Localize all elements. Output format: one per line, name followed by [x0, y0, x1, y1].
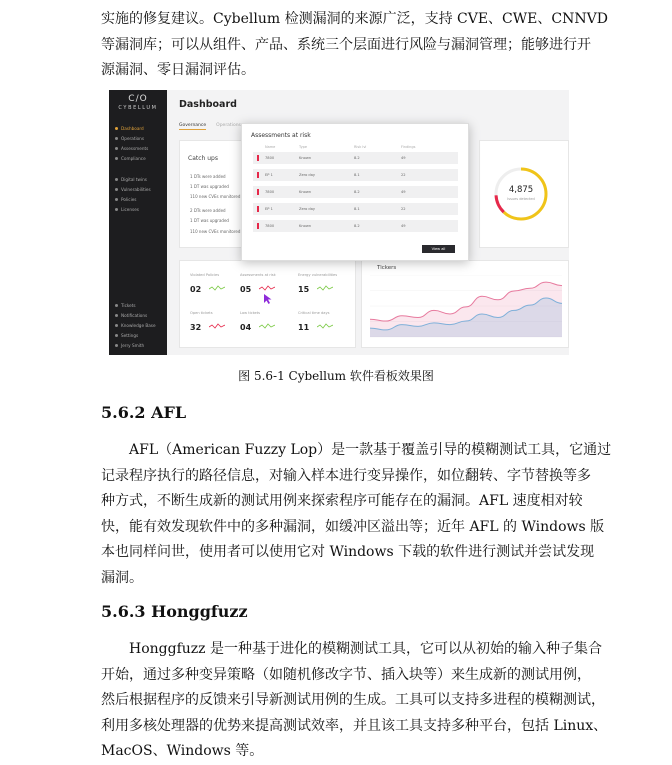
sidebar: [109, 90, 167, 355]
nav-item-operations[interactable]: Operations: [115, 136, 144, 141]
nav-item-digital-twins[interactable]: Digital twins: [115, 177, 147, 182]
compliance-icon: [115, 157, 118, 160]
logo-mark: C/O: [128, 94, 148, 104]
table-row[interactable]: 7800 Known 8.2 49: [253, 186, 458, 198]
mouse-cursor-icon: [264, 294, 272, 304]
avatar: [115, 344, 118, 347]
figure-caption: 图 5.6-1 Cybellum 软件看板效果图: [238, 369, 434, 383]
list-item: 110 new CVEs monitored: [190, 194, 241, 199]
nav-item-settings[interactable]: Settings: [115, 333, 138, 338]
nav-item-notifications[interactable]: Notifications: [115, 313, 147, 318]
col-type: Type: [299, 145, 308, 149]
vulnerabilities-icon: [115, 188, 118, 191]
tickets-icon: [115, 304, 118, 307]
tickers-chart: [370, 275, 562, 345]
list-item: 110 new CVEs monitored: [190, 229, 241, 234]
gauge-label: Issues detected: [507, 197, 535, 201]
gear-icon: [115, 334, 118, 337]
nav-item-vulnerabilities[interactable]: Vulnerabilities: [115, 187, 151, 192]
assessments-at-risk-modal: [241, 123, 469, 261]
stat-energy-vulnerabilities[interactable]: Energy vulnerabilities 15: [298, 273, 338, 294]
text-line: 种方式，不断生成新的测试用例来探索程序可能存在的漏洞。AFL 速度相对较: [101, 493, 583, 509]
risk-indicator: [257, 206, 259, 212]
list-item: 1 DT was upgraded: [190, 218, 229, 223]
section-heading-afl: 5.6.2 AFL: [101, 403, 187, 422]
tab-operations[interactable]: Operations: [216, 123, 241, 128]
text-line: 漏洞。: [101, 569, 143, 586]
nav-item-assessments[interactable]: Assessments: [115, 146, 148, 151]
nav-item-user[interactable]: Jerry Smith: [115, 343, 144, 348]
page-title: Dashboard: [179, 99, 237, 110]
risk-indicator: [257, 172, 259, 178]
catch-ups-title: Catch ups: [188, 155, 218, 162]
text-line: 本也同样问世，使用者可以使用它对 Windows 下载的软件进行测试并尝试发现: [101, 544, 595, 560]
dashboard-icon: [115, 127, 118, 130]
list-item: 1 DT was upgraded: [190, 184, 229, 189]
digital-twins-icon: [115, 178, 118, 181]
tickers-title: Tickers: [377, 265, 397, 271]
text-line: 记录程序执行的路径信息，对输入样本进行变异操作，如位翻转、字节替换等多: [101, 467, 591, 484]
stat-open-tickets[interactable]: Open tickets 32: [190, 311, 225, 334]
risk-indicator: [257, 189, 259, 195]
table-row[interactable]: 7800 Known 8.2 49: [253, 152, 458, 164]
sparkline-icon: [259, 323, 275, 329]
tab-governance[interactable]: Governance: [179, 123, 207, 128]
stat-violated-policies[interactable]: Violated Policies 02: [190, 273, 225, 296]
text-line: MacOS、Windows 等。: [101, 743, 264, 759]
text-line: 然后根据程序的反馈来引导新测试用例的生成。工具可以支持多进程的模糊测试，: [101, 692, 605, 708]
stats-card: [179, 260, 356, 348]
nav-item-licenses[interactable]: Licenses: [115, 207, 139, 212]
nav-item-policies[interactable]: Policies: [115, 197, 137, 202]
risk-indicator: [257, 155, 259, 161]
stat-low-tickets[interactable]: Low tickets 04: [240, 311, 275, 334]
operations-icon: [115, 137, 118, 140]
text-line: 源漏洞、零日漏洞评估。: [101, 62, 255, 78]
nav-item-tickets[interactable]: Tickets: [115, 303, 136, 308]
sparkline-icon: [209, 323, 225, 329]
table-row[interactable]: 7800 Known 8.2 49: [253, 220, 458, 232]
list-item: 1 DTs were added: [190, 174, 226, 179]
policies-icon: [115, 198, 118, 201]
text-line: Honggfuzz 是一种基于进化的模糊测试工具，它可以从初始的输入种子集合: [129, 641, 602, 657]
sparkline-icon: [317, 285, 333, 291]
nav-item-knowledge-base[interactable]: Knowledge Base: [115, 323, 156, 328]
stat-critical-time[interactable]: Critical time days 11: [298, 311, 333, 334]
intro-paragraph: [101, 7, 608, 84]
honggfuzz-paragraph: [101, 637, 608, 765]
licenses-icon: [115, 208, 118, 211]
risk-indicator: [257, 223, 259, 229]
gauge-value: 4,875: [508, 185, 534, 195]
logo-text: CYBELLUM: [118, 105, 158, 111]
cybellum-dashboard-figure: [109, 90, 569, 355]
assessments-icon: [115, 147, 118, 150]
book-icon: [115, 324, 118, 327]
sparkline-icon: [317, 323, 333, 329]
modal-title: Assessments at risk: [251, 132, 311, 139]
col-risk: Risk lvl: [354, 145, 367, 149]
tickers-card: [361, 260, 569, 348]
col-name: Name: [265, 145, 276, 149]
text-line: 实施的修复建议。Cybellum 检测漏洞的来源广泛，支持 CVE、CWE、CNNVD: [101, 11, 608, 27]
text-line: 快，能有效发现软件中的多种漏洞，如缓冲区溢出等；近年 AFL 的 Windows 版: [101, 518, 605, 535]
sparkline-icon: [209, 285, 225, 291]
sparkline-icon: [259, 285, 275, 291]
nav-item-dashboard[interactable]: Dashboard: [115, 126, 144, 131]
text-line: 利用多核处理器的优势来提高测试效率，并且该工具支持多种平台，包括 Linux、: [101, 717, 608, 734]
view-all-button[interactable]: View all: [422, 245, 455, 253]
text-line: 等漏洞库；可以从组件、产品、系统三个层面进行风险与漏洞管理；能够进行开: [101, 36, 591, 53]
afl-paragraph: [101, 438, 612, 591]
table-row[interactable]: EP 1 Zero day 8.1 22: [253, 169, 458, 181]
stat-assessments-at-risk[interactable]: Assessments at risk 05: [240, 273, 276, 294]
col-findings: Findings: [401, 145, 416, 149]
table-row[interactable]: EP 1 Zero day 8.1 22: [253, 203, 458, 215]
nav-item-compliance[interactable]: Compliance: [115, 156, 146, 161]
tab-bar: [179, 123, 241, 130]
issues-gauge-card: [479, 140, 569, 248]
text-line: 开始，通过多种变异策略（如随机修改字节、插入块等）来生成新的测试用例，: [101, 666, 591, 683]
section-heading-honggfuzz: 5.6.3 Honggfuzz: [101, 602, 248, 621]
list-item: 2 DTs were added: [190, 208, 226, 213]
text-line: AFL（American Fuzzy Lop）是一款基于覆盖引导的模糊测试工具，它通过: [129, 442, 612, 458]
bell-icon: [115, 314, 118, 317]
